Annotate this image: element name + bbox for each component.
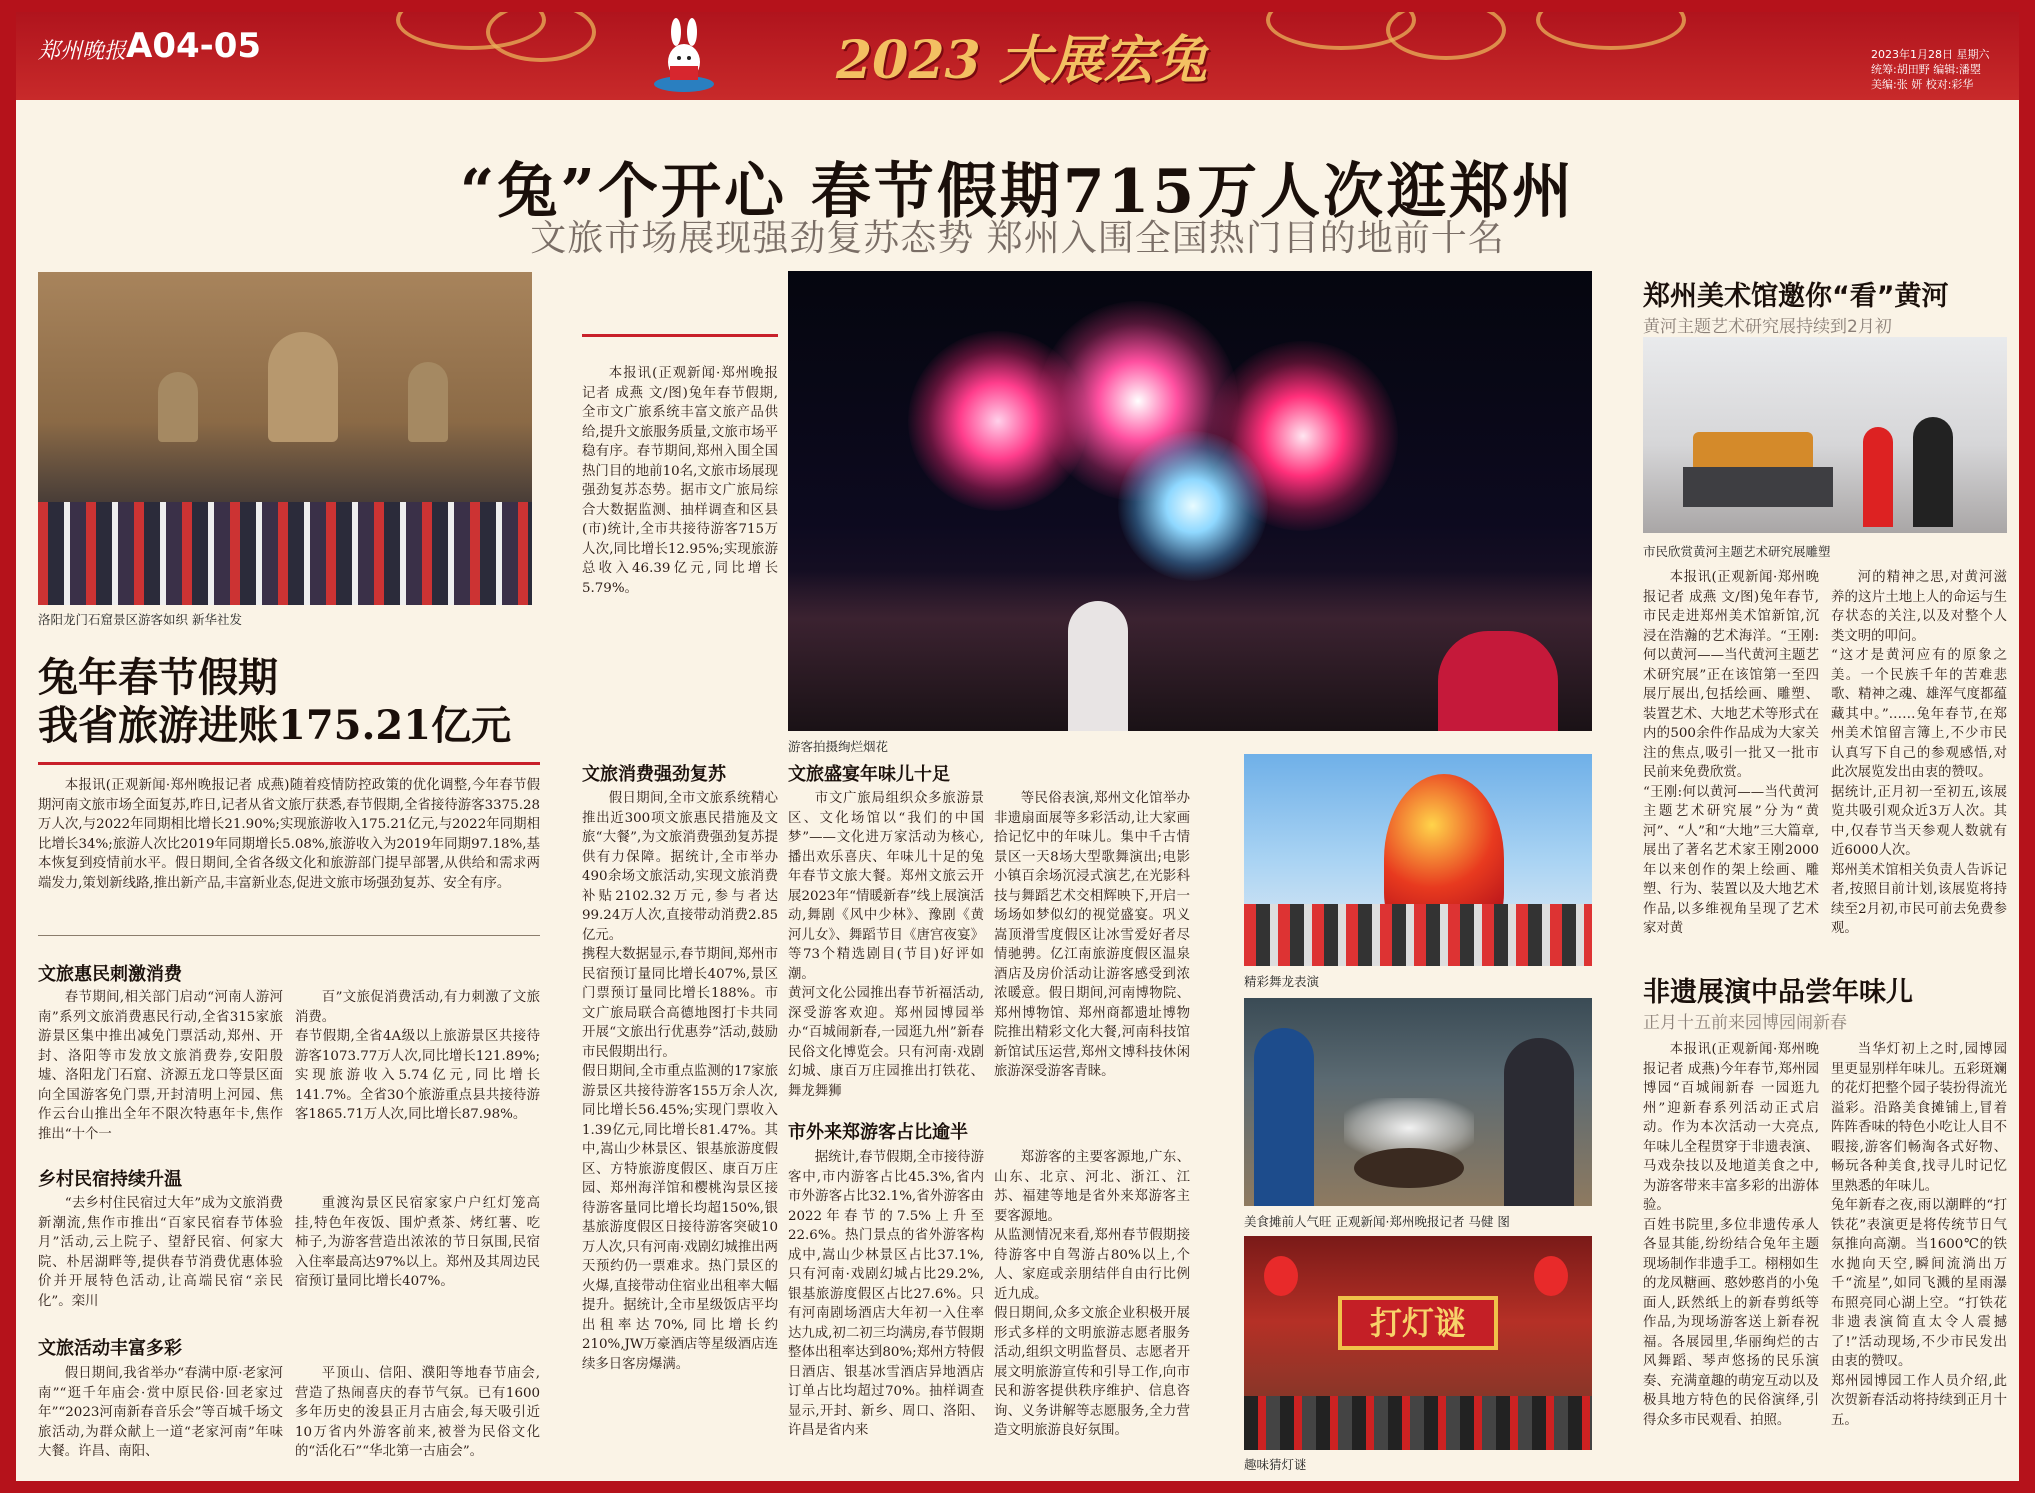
body-text (1643, 568, 1819, 948)
buddha-statue (268, 332, 338, 442)
section-title: 文旅惠民刺激消费 (38, 964, 182, 985)
divider (582, 334, 778, 337)
right-article-subtitle: 正月十五前来园博园闹新春 (1643, 1013, 1847, 1033)
lantern-icon (1264, 1256, 1298, 1296)
section-title: 市外来郑游客占比逾半 (788, 1122, 968, 1143)
main-subheadline: 文旅市场展现强劲复苏态势 郑州入围全国热门目的地前十名 (530, 218, 1505, 259)
body-text (788, 789, 984, 1104)
issue-meta (1871, 47, 2019, 92)
divider (38, 762, 540, 765)
title-line-2: 我省旅游进账175.21亿元 (38, 702, 512, 749)
title-line-1: 兔年春节假期 (38, 654, 278, 701)
spectator (1068, 601, 1128, 731)
issue-designers: 美编:张 妍 校对:彩华 (1871, 78, 1974, 91)
paragraph: 重渡沟景区民宿家家户户红灯笼高挂,特色年夜饭、围炉煮茶、烤红薯、吃柿子,为游客营造出浓浓的节日氛围,民宿入住率最高达97%以上。郑州及其周边民宿预订量同比增长407%。 (295, 1196, 540, 1289)
paragraph: “去乡村住民宿过大年”成为文旅消费新潮流,焦作市推出“百家民宿春节体验月”活动,云上院子、望舒民宿、何家大院、朴居湖畔等,提供春节消费优惠体验价并开展特色活动,让高端民宿“亲民化”。栾川 (38, 1196, 283, 1309)
right-article-title: 郑州美术馆邀你“看”黄河 (1643, 281, 1949, 312)
customer (1504, 1038, 1574, 1206)
body-text (38, 1364, 283, 1464)
lantern-riddle-photo (1244, 1236, 1592, 1450)
paragraph: 据统计,春节假期,全市接待游客中,市内游客占比45.3%,省内市外游客占比32.1%,省外游客由2022年春节的7.5%上升至22.6%。热门景点的省外游客构成中,嵩山少林景区占比37.1%,只有河南·戏剧幻城占比29.2%,银基旅游度假区占比27.6%。只有河南剧场酒店大年初一入住率达九成,初二初三均满房,春节假期整体出租率达到80%;郑州方特假日酒店、银基冰雪酒店异地酒店订单占比均超过70%。抽样调查显示,开封、新乡、周口、洛阳、许昌是省内来 (788, 1150, 984, 1438)
visitor (1913, 417, 1953, 527)
cooking-wok (1354, 1148, 1464, 1188)
sculpture (1693, 432, 1813, 472)
cloud-ornament (486, 12, 596, 62)
body-text (1831, 1040, 2007, 1460)
paragraph: 当华灯初上之时,园博园里更显别样年味儿。五彩斑斓的花灯把整个园子装扮得流光溢彩。沿路美食摊铺上,冒着阵阵香味的特色小吃让人目不暇接,游客们畅淘各式好物、畅玩各种美食,找寻儿时记忆里熟悉的年味儿。 兔年新春之夜,雨以潮畔的“打铁花”表演更是将传统节日气氛推向高潮。当1600℃的铁水抛向天空,瞬间流淌出万千“流星”,如同飞溅的星雨瀑布照亮同心湖上空。“打铁花非遗表演简直太令人震撼了!”活动现场,不少市民发出由衷的赞叹。 郑州园博园工作人员介绍,此次贺新春活动将持续到正月十五。 (1831, 1042, 2007, 1428)
cloud-ornament (1386, 12, 1506, 60)
body-text (1831, 568, 2007, 948)
crowd (1244, 1396, 1592, 1450)
paragraph: 等民俗表演,郑州文化馆举办非遗扇面展等多彩活动,让大家画拾记忆中的年味儿。集中千古情景区一天8场大型歌舞演出;电影小镇百余场沉浸式演艺,在光影科技与舞蹈艺术交相辉映下,开启一场场如梦似幻的视觉盛宴。巩义嵩顶滑雪度假区让冰雪爱好者尽情驰骋。亿江南旅游度假区温泉酒店及房价活动让游客感受到浓浓暖意。假日期间,河南博物院、郑州博物馆、郑州商都遗址博物院推出精彩文化大餐,河南科技馆新馆试压运营,郑州文博科技休闲旅游深受游客青睐。 (994, 791, 1190, 1079)
banner (16, 12, 2019, 100)
section-title: 文旅活动丰富多彩 (38, 1338, 182, 1359)
plinth (1683, 467, 1833, 507)
visitor (1863, 427, 1893, 527)
left-article-title (38, 654, 538, 750)
body-text (1643, 1040, 1819, 1460)
issue-editors: 统筹:胡田野 编辑:潘曌 (1871, 63, 1981, 76)
body-text (295, 1364, 540, 1464)
body-text (295, 988, 540, 1146)
food-stall-photo (1244, 998, 1592, 1206)
paragraph: 河的精神之思,对黄河滋养的这片土地上人的命运与生存状态的关注,以及对整个人类文明的叩问。 “这才是黄河应有的原象之美。一个民族千年的苦难悲歌、精神之魂、雄浑气度都蕴藏其中。”……兔年春节,在郑州美术馆留言簿上,不少市民认真写下自己的参观感悟,对此次展览发出由衷的赞叹。 据统计,正月初一至初五,该展览共吸引观众近3万人次。其中,仅春节当天参观人数就有近6000人次。 郑州美术馆相关负责人告诉记者,按照目前计划,该展览将持续至2月初,市民可前去免费参观。 (1831, 570, 2007, 936)
body-text (295, 1194, 540, 1314)
body-text (582, 789, 778, 1469)
intro-paragraph: 本报讯(正观新闻·郑州晚报记者 成燕 文/图)兔年春节假期,全市文广旅系统丰富文旅产品供给,提升文旅服务质量,文旅市场平稳有序。春节期间,郑州入围全国热门目的地前10名,文旅市场展现强劲复苏态势。据市文广旅局综合大数据监测、抽样调查和区县(市)统计,全市共接待游客715万人次,同比增长12.95%;实现旅游总收入46.39亿元,同比增长5.79%。 (582, 366, 778, 596)
statue (408, 362, 448, 442)
longmen-grottoes-photo (38, 272, 532, 605)
fireworks-photo (788, 271, 1592, 731)
spectator (1438, 631, 1558, 731)
paragraph: 本报讯(正观新闻·郑州晚报记者 成燕 文/图)兔年春节,市民走进郑州美术馆新馆,沉浸在浩瀚的艺术海洋。“王刚:何以黄河——当代黄河主题艺术研究展”正在该馆第一至四展厅展出,包括绘画、雕塑、装置艺术、大地艺术等形式在内的500余件作品成为大家关注的焦点,吸引一批又一批市民前来免费欣赏。 “王刚:何以黄河——当代黄河主题艺术研究展”分为“黄河”、“人”和“大地”三大篇章,展出了著名艺术家王刚2000年以来创作的架上绘画、雕塑、行为、装置以及大地艺术作品,以多维视角呈现了艺术家对黄 (1643, 570, 1819, 936)
newspaper-page (16, 12, 2019, 1481)
paragraph: 假日期间,我省举办“春满中原·老家河南”“逛千年庙会·赏中原民俗·回老家过年”“2023河南新春音乐会”等百城千场文旅活动,为群众献上一道“老家河南”年味大餐。许昌、南阳、 (38, 1366, 283, 1459)
paragraph: 本报讯(正观新闻·郑州晚报记者 成燕)今年春节,郑州园博园“百城闹新春 一园逛九州”迎新春系列活动正式启动。作为本次活动一大亮点,年味儿全程贯穿于非遗表演、马戏杂技以及地道美食之中,为游客带来丰富多彩的出游体验。 百姓书院里,多位非遗传承人各显其能,纷纷结合兔年主题现场制作非遗手工。栩栩如生的龙凤糖画、憨妙憨肖的小兔面人,跃然纸上的新春剪纸等作品,为现场游客送上新春祝福。各展园里,华丽绚烂的古风舞蹈、琴声悠扬的民乐演奏、充满童趣的萌宠互动以及极具地方特色的民俗演绎,引得众多市民观看、拍照。 (1643, 1042, 1819, 1428)
paragraph: 郑游客的主要客源地,广东、山东、北京、河北、浙江、江苏、福建等地是省外来郑游客主要客源地。 从监测情况来看,郑州春节假期接待游客中自驾游占80%以上,个人、家庭或亲朋结伴自由行比例近九成。 假日期间,众多文旅企业积极开展形式多样的文明旅游志愿者服务活动,组织文明监督员、志愿者开展文明旅游宣传和引导工作,向市民和游客提供秩序维护、信息咨询、义务讲解等志愿服务,全力营造文明旅游良好氛围。 (994, 1150, 1190, 1438)
right-article-subtitle: 黄河主题艺术研究展持续到2月初 (1643, 317, 1892, 337)
body-text (788, 1148, 984, 1468)
statue (158, 372, 198, 442)
section-title: 文旅消费强劲复苏 (582, 764, 726, 785)
issue-date: 2023年1月28日 星期六 (1871, 48, 1990, 61)
photo-caption: 游客拍摄绚烂烟花 (788, 739, 889, 754)
center-intro (582, 364, 778, 644)
lion-dance-photo (1244, 754, 1592, 966)
lantern-riddle-sign: 打灯谜 (1338, 1296, 1498, 1350)
section-title: 文旅盛宴年味儿十足 (788, 764, 950, 785)
right-article-title: 非遗展演中品尝年味儿 (1643, 977, 1913, 1008)
photo-caption: 市民欣赏黄河主题艺术研究展雕塑 (1643, 544, 1831, 559)
lead-paragraph: 本报讯(正观新闻·郑州晚报记者 成燕)随着疫情防控政策的优化调整,今年春节假期河南文旅市场全面复苏,昨日,记者从省文旅厅获悉,春节假期,全省接待游客3375.28万人次,与2022年同期相比增长21.90%;实现旅游收入175.21亿元,与2022年同期相比增长34%;旅游人次比2019年同期增长5.08%,旅游收入为2019年同期97.18%,基本恢复到疫情前水平。假日期间,全省各级文化和旅游部门提早部署,从供给和需求两端发力,策划新线路,推出新产品,丰富新业态,促进文旅市场强劲复苏、安全有序。 (38, 778, 540, 891)
body-text (38, 988, 283, 1146)
paper-name: 郑州晚报 (38, 39, 127, 64)
paragraph: 假日期间,全市文旅系统精心推出近300项文旅惠民措施及文旅“大餐”,为文旅消费强劲复苏提供有力保障。据统计,全市举办490余场文旅活动,实现文旅消费补贴2102.32万元,参与者达99.24万人次,直接带动消费2.85亿元。 携程大数据显示,春节期间,郑州市民宿预订量同比增长407%,景区门票预订量同比增长188%。市文广旅局联合高德地图打卡共同开展“文旅出行优惠券”活动,鼓励市民假期出行。 假日期间,全市重点监测的17家旅游景区共接待游客155万余人次,同比增长56.45%;实现门票收入1.39亿元,同比增长81.47%。其中,嵩山少林景区、银基旅游度假区、方特旅游度假区、康百万庄园、郑州海洋馆和樱桃沟景区接待游客量同比增长均超150%,银基旅游度假区日接待游客突破10万人次,只有河南·戏剧幻城推出两天预约仍一票难求。热门景区的火爆,直接带动住宿业出租率大幅提升。据统计,全市星级饭店平均出租率达70%,同比增长约210%,JW万豪酒店等星级酒店连续多日客房爆满。 (582, 791, 778, 1372)
banner-title: 2023 大展宏兔 (836, 30, 1207, 91)
lantern-icon (1534, 1256, 1568, 1296)
page-code: A04-05 (126, 26, 262, 66)
body-text (994, 1148, 1190, 1468)
photo-caption: 趣味猜灯谜 (1244, 1457, 1307, 1472)
photo-caption: 洛阳龙门石窟景区游客如织 新华社发 (38, 612, 242, 627)
paragraph: 平顶山、信阳、濮阳等地春节庙会,营造了热闹喜庆的春节气氛。已有1600多年历史的浚县正月古庙会,每天吸引近10万省内外游客前来,被誉为民俗文化的“活化石”“华北第一古庙会”。 (295, 1366, 540, 1459)
body-text (994, 789, 1190, 1104)
photo-caption: 美食摊前人气旺 正观新闻·郑州晚报记者 马健 图 (1244, 1214, 1510, 1229)
paragraph: 市文广旅局组织众多旅游景区、文化场馆以“我们的中国梦”——文化进万家活动为核心,播出欢乐喜庆、年味儿十足的兔年春节文旅大餐。郑州文旅云开展2023年“情暖新春”线上展演活动,舞剧《风中少林》、豫剧《黄河儿女》、舞蹈节目《唐宫夜宴》等73个精选剧目(节目)好评如潮。 黄河文化公园推出春节祈福活动,深受游客欢迎。郑州园博园举办“百城闹新春,一园逛九州”新春民俗文化博览会。只有河南·戏剧幻城、康百万庄园推出打铁花、舞龙舞狮 (788, 791, 984, 1099)
divider (38, 935, 540, 936)
crowd (38, 502, 532, 605)
left-lead (38, 776, 540, 926)
body-text (38, 1194, 283, 1314)
cloud-ornament (1536, 12, 1686, 50)
gallery-photo (1643, 337, 2007, 533)
main-headline: “兔”个开心 春节假期715万人次逛郑州 (459, 157, 1576, 227)
paragraph: 百”文旅促消费活动,有力刺激了文旅消费。 春节假期,全省4A级以上旅游景区共接待游客1073.77万人次,同比增长121.89%;实现旅游收入5.74亿元,同比增长141.7%。全省30个旅游重点县共接待游客1865.71万人次,同比增长87.98%。 (295, 990, 540, 1122)
rabbit-mascot-icon (648, 18, 720, 98)
paragraph: 春节期间,相关部门启动“河南人游河南”系列文旅消费惠民行动,全省315家旅游景区集中推出减免门票活动,郑州、开封、洛阳等市发放文旅消费券,安阳殷墟、洛阳龙门石窟、济源五龙口等景区面向全国游客免门票,开封清明上河园、焦作云台山推出全年不限次特惠年卡,焦作推出“十个一 (38, 990, 283, 1142)
vendor (1254, 1028, 1314, 1206)
firework-burst (1118, 431, 1268, 581)
photo-caption: 精彩舞龙表演 (1244, 974, 1320, 989)
section-title: 乡村民宿持续升温 (38, 1169, 182, 1190)
crowd (1244, 904, 1592, 966)
